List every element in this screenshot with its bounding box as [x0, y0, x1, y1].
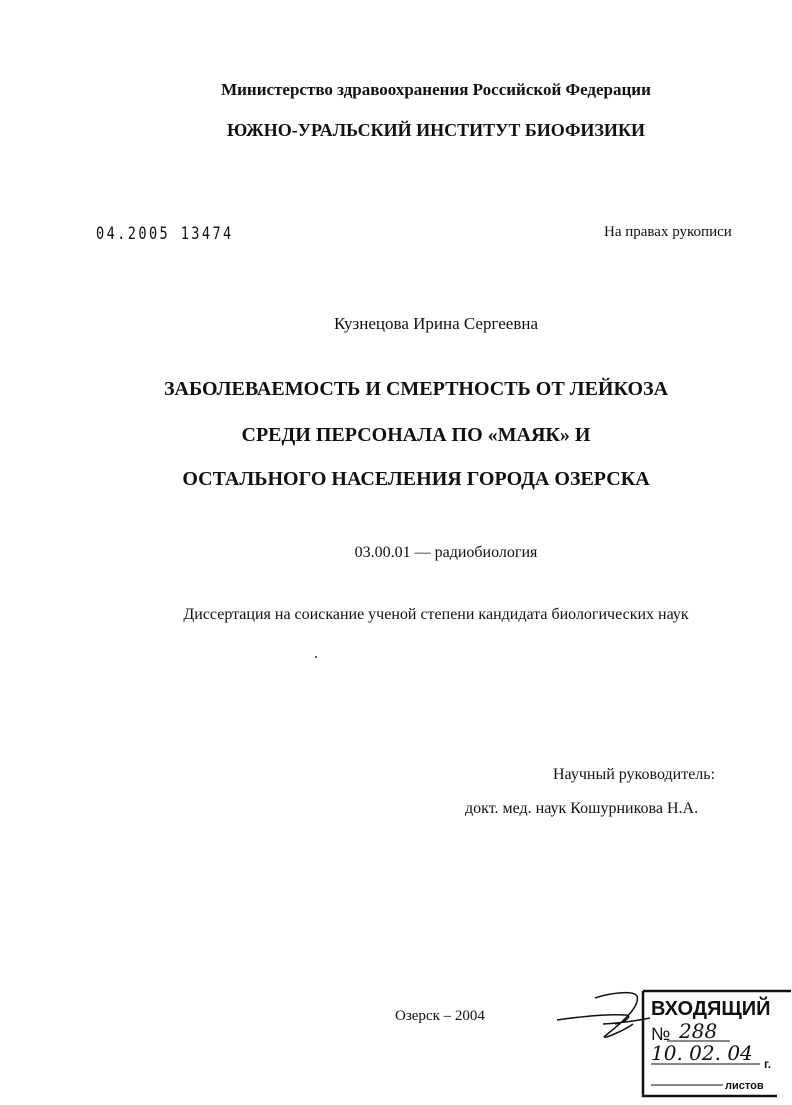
manuscript-rights: На правах рукописи	[604, 224, 732, 240]
supervisor-name: докт. мед. наук Кошурникова Н.А.	[465, 800, 699, 817]
signature-scribble	[557, 993, 650, 1038]
place-year: Озерск – 2004	[395, 1008, 485, 1024]
stamp-heading: ВХОДЯЩИЙ	[651, 998, 771, 1020]
stamp-number: 288	[679, 1019, 718, 1043]
stamp-sheets: листов	[725, 1080, 764, 1092]
thesis-title-line-1: ЗАБОЛЕВАЕМОСТЬ И СМЕРТНОСТЬ ОТ ЛЕЙКОЗА	[163, 378, 669, 400]
stamp-number-prefix: №	[651, 1024, 671, 1044]
registry-code: 04.2005 13474	[96, 224, 234, 244]
incoming-stamp	[555, 988, 792, 1105]
stamp-year-suffix: г.	[764, 1057, 772, 1071]
thesis-title-line-3: ОСТАЛЬНОГО НАСЕЛЕНИЯ ГОРОДА ОЗЕРСКА	[182, 468, 650, 490]
specialty-code: 03.00.01 — радиобиология	[354, 544, 538, 561]
degree-statement: Диссертация на соискание ученой степени кандидата биологических наук	[183, 606, 689, 623]
stamp-date: 10. 02. 04	[651, 1041, 753, 1065]
institute-name: ЮЖНО-УРАЛЬСКИЙ ИНСТИТУТ БИОФИЗИКИ	[227, 120, 645, 140]
author-name: Кузнецова Ирина Сергеевна	[334, 314, 538, 333]
ministry-name: Министерство здравоохранения Российской Федерации	[221, 80, 651, 99]
stray-dot	[315, 656, 317, 658]
supervisor-label: Научный руководитель:	[553, 766, 716, 783]
thesis-title-line-2: СРЕДИ ПЕРСОНАЛА ПО «МАЯК» И	[241, 424, 591, 446]
